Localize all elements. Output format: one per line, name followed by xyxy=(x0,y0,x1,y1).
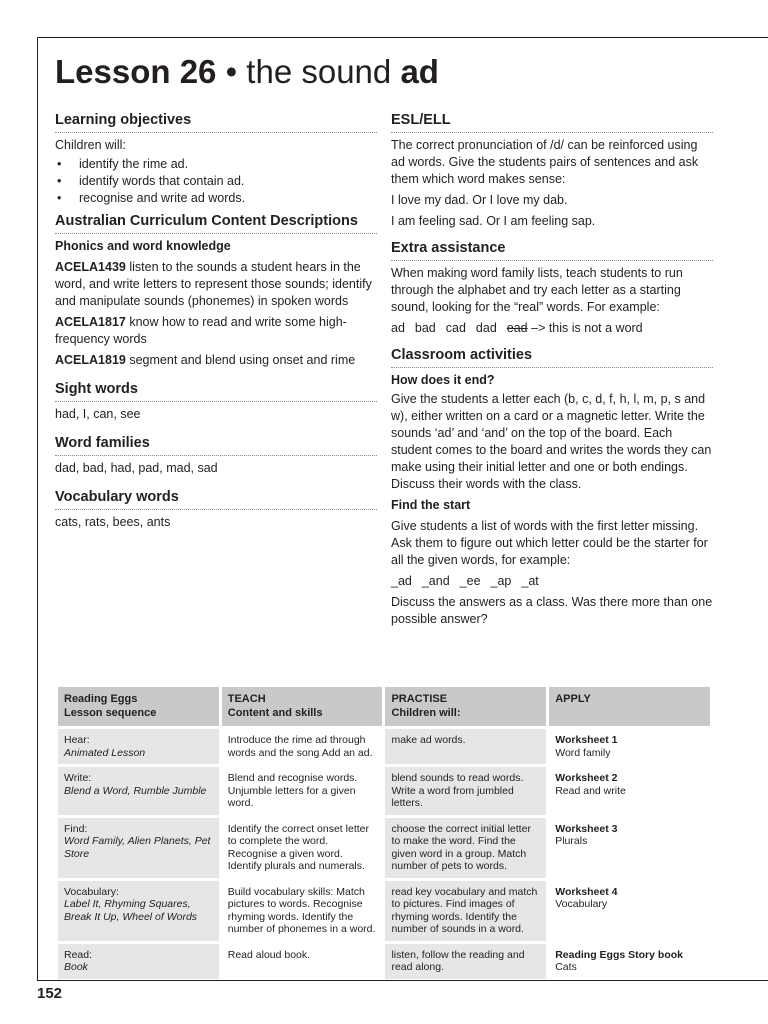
curriculum-item: ACELA1439 listen to the sounds a student hears in the word, and write letters to represent those sounds; identify and manipulate sounds (phonemes) in spoken words xyxy=(55,260,372,308)
curriculum-item: ACELA1819 segment and blend using onset and rime xyxy=(55,353,356,367)
table-cell: Worksheet 2 Read and write xyxy=(555,772,626,797)
sight-words-heading: Sight words xyxy=(55,379,377,402)
table-row xyxy=(58,729,710,764)
table-cell: make ad words. xyxy=(385,729,546,764)
table-cell: blend sounds to read words. Write a word from jumbled letters. xyxy=(385,767,546,815)
curriculum-subheading: Phonics and word knowledge xyxy=(55,239,231,253)
lesson-number: Lesson 26 xyxy=(55,53,217,90)
table-row xyxy=(58,944,710,979)
table-row xyxy=(58,818,710,878)
activities-heading: Classroom activities xyxy=(391,345,713,368)
activity-2-heading: Find the start xyxy=(391,498,471,512)
activity-2-text: Give students a list of words with the first letter missing. Ask them to figure out which letter could be the starter for all the given words, for example: xyxy=(391,519,708,567)
table-row xyxy=(58,881,710,941)
table-cell: listen, follow the reading and read along. xyxy=(385,944,546,979)
table-cell: Read aloud book. xyxy=(227,948,311,961)
esl-example-1: I love my dad. Or I love my dab. xyxy=(391,193,568,207)
lesson-subtitle: • the sound xyxy=(216,53,401,90)
objectives-heading: Learning objectives xyxy=(55,110,377,133)
activity-2-text-2: Discuss the answers as a class. Was there more than one possible answer? xyxy=(391,595,713,626)
activity-2-words: _ad _and _ee _ap _at xyxy=(391,574,539,588)
table-header: Reading Eggs Lesson sequence xyxy=(58,687,219,726)
table-cell: Worksheet 4 Vocabulary xyxy=(555,885,618,910)
table-cell: Find: Word Family, Alien Planets, Pet Store xyxy=(58,818,219,878)
table-row xyxy=(58,767,710,815)
word-families-heading: Word families xyxy=(55,433,377,456)
list-item: • recognise and write ad words. xyxy=(57,191,246,205)
activity-1-heading: How does it end? xyxy=(391,373,495,387)
curriculum-item: ACELA1817 know how to read and write some high-frequency words xyxy=(55,315,347,346)
table-cell: Introduce the rime ad through words and the song Add an ad. xyxy=(227,734,373,759)
table-cell: Worksheet 3 Plurals xyxy=(555,822,618,847)
page-number: 152 xyxy=(37,985,63,1002)
vocabulary-text: cats, rats, bees, ants xyxy=(55,515,171,529)
table-cell: read key vocabulary and match to pictures. Find images of rhyming words. Identify the number of sounds in a word. xyxy=(385,881,546,941)
list-item: • identify the rime ad. xyxy=(57,157,189,171)
lesson-sound: ad xyxy=(400,53,439,90)
objectives-list xyxy=(55,156,377,207)
table-cell: choose the correct initial letter to make the word. Find the given word in a group. Match number of pets to words. xyxy=(385,818,546,878)
extra-text: When making word family lists, teach students to run through the alphabet and try each letter as a starting sound, looking for the “real” words. For example: xyxy=(391,266,683,314)
table-header: TEACH Content and skills xyxy=(222,687,383,726)
list-item: • identify words that contain ad. xyxy=(57,174,245,188)
esl-example-2: I am feeling sad. Or I am feeling sap. xyxy=(391,214,596,228)
table-cell: Vocabulary: Label It, Rhyming Squares, Break It Up, Wheel of Words xyxy=(58,881,219,941)
table-cell: Read: Book xyxy=(58,944,219,979)
esl-text: The correct pronunciation of /d/ can be reinforced using ad words. Give the students pairs of sentences and ask them which word makes sense: xyxy=(391,138,699,186)
table-header: APPLY xyxy=(549,687,710,726)
curriculum-heading: Australian Curriculum Content Descriptions xyxy=(55,211,377,234)
table-cell: Build vocabulary skills: Match pictures to words. Recognise rhyming words. Identify the number of phonemes in a word. xyxy=(227,885,376,935)
word-families-text: dad, bad, had, pad, mad, sad xyxy=(55,461,218,475)
table-cell: Blend and recognise words. Unjumble letters for a given word. xyxy=(227,772,358,809)
lesson-title xyxy=(55,52,439,92)
table-cell: Write: Blend a Word, Rumble Jumble xyxy=(58,767,219,815)
left-column xyxy=(55,110,377,531)
right-column xyxy=(391,110,713,628)
esl-heading: ESL/ELL xyxy=(391,110,713,133)
extra-example-words: ad bad cad dad ead –> this is not a word xyxy=(391,321,643,335)
table-cell: Worksheet 1 Word family xyxy=(555,734,618,759)
lesson-sequence-table xyxy=(55,684,713,982)
extra-heading: Extra assistance xyxy=(391,238,713,261)
table-header: PRACTISE Children will: xyxy=(385,687,546,726)
table-cell: Hear: Animated Lesson xyxy=(58,729,219,764)
sight-words-text: had, I, can, see xyxy=(55,407,141,421)
table-cell: Identify the correct onset letter to complete the word. Recognise a given word. Identify plurals and numerals. xyxy=(227,822,369,872)
vocabulary-heading: Vocabulary words xyxy=(55,487,377,510)
table-header-row xyxy=(58,687,710,726)
table-cell: Reading Eggs Story book Cats xyxy=(555,948,683,973)
objectives-intro: Children will: xyxy=(55,138,126,152)
activity-1-text: Give the students a letter each (b, c, d, f, h, l, m, p, s and w), either written on a card or a magnetic letter. Write the sounds ‘ad’ and ‘and’ on the top of the board. Each student comes to the board and writes the words they can make using their initial letter and one or both endings. Discuss their words with the class. xyxy=(391,392,712,491)
